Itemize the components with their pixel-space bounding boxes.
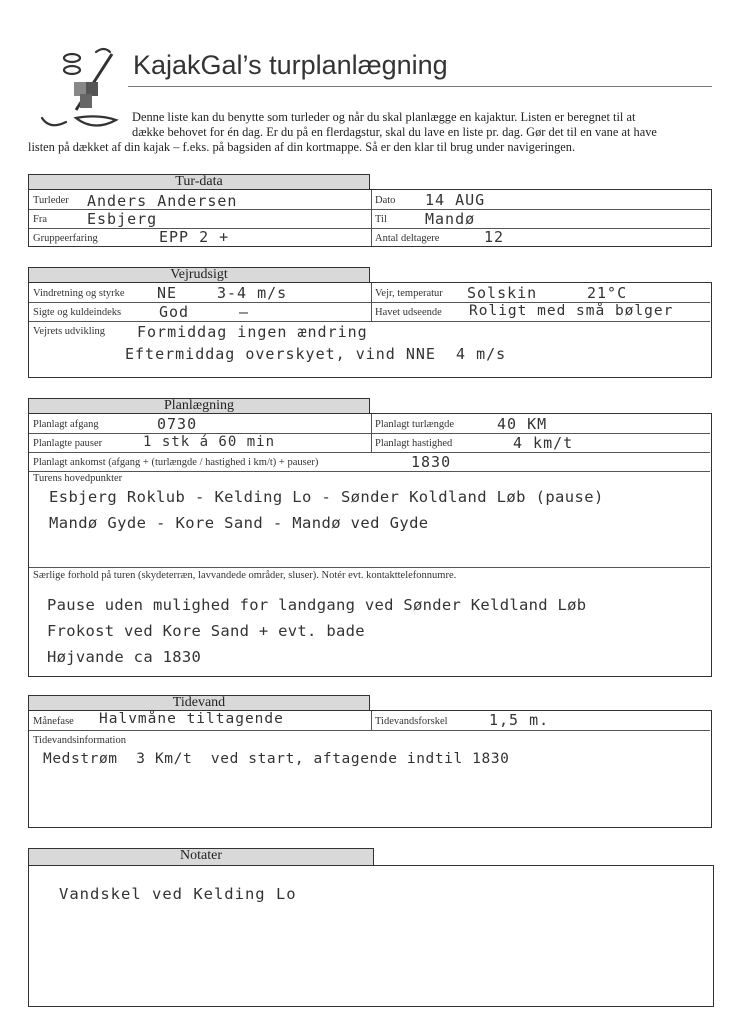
gruppeerfaring-value[interactable]: EPP 2 + (159, 228, 230, 246)
tide-section-title: Tidevand (28, 695, 370, 711)
gruppeerfaring-label: Gruppeerfaring (33, 233, 98, 244)
turdata-divider (371, 190, 372, 246)
forhold-label: Særlige forhold på turen (skydeterræn, lavvandede områder, sluser). Notér evt. kontakttelefonnumre. (33, 570, 457, 581)
ankomst-value[interactable]: 1830 (411, 453, 452, 471)
maanefase-value[interactable]: Halvmåne tiltagende (99, 711, 284, 727)
plan-section-title: Planlægning (28, 398, 370, 414)
vind-label: Vindretning og styrke (33, 288, 125, 299)
hastighed-value[interactable]: 4 km/t (513, 434, 574, 452)
notes-section (28, 865, 714, 1007)
forhold-line-3[interactable]: Højvande ca 1830 (47, 648, 202, 666)
sigte-value[interactable]: God (159, 303, 190, 321)
intro-line-1: Denne liste kan du benytte som turleder og når du skal planlægge en kajaktur. Listen er beregnet til at (132, 110, 636, 124)
fra-label: Fra (33, 214, 47, 225)
havet-value[interactable]: Roligt med små bølger (469, 303, 674, 319)
turleder-value[interactable]: Anders Andersen (87, 192, 238, 210)
tide-divider (371, 711, 372, 730)
vejr-value[interactable]: Solskin (467, 284, 538, 302)
hovedpunkter-line-2[interactable]: Mandø Gyde - Kore Sand - Mandø ved Gyde (49, 514, 429, 532)
forhold-line-1[interactable]: Pause uden mulighed for landgang ved Sønder Keldland Løb (47, 596, 587, 614)
title-divider (128, 86, 712, 87)
turdata-section-title: Tur-data (28, 174, 370, 190)
tidevandsinfo-value[interactable]: Medstrøm 3 Km/t ved start, aftagende indtil 1830 (43, 751, 510, 767)
notes-section-title: Notater (28, 848, 374, 866)
intro-line-2: dække behovet for én dag. Er du på en flerdagstur, skal du lave en liste pr. dag. Gør det til en vane at have (132, 125, 657, 139)
turlaengde-label: Planlagt turlængde (375, 419, 455, 430)
tidevandsforskel-value[interactable]: 1,5 m. (489, 711, 550, 729)
pauser-label: Planlagte pauser (33, 438, 103, 449)
turdata-section (28, 189, 712, 247)
til-value[interactable]: Mandø (425, 210, 476, 228)
dato-value[interactable]: 14 AUG (425, 191, 486, 209)
vejr-section (28, 282, 712, 378)
afgang-label: Planlagt afgang (33, 419, 99, 430)
sigte-label: Sigte og kuldeindeks (33, 307, 122, 318)
kuldeindeks-value[interactable]: — (239, 303, 250, 321)
udvikling-line-2[interactable]: Eftermiddag overskyet, vind NNE 4 m/s (125, 345, 507, 363)
intro-text (28, 110, 718, 155)
tidevandsinfo-label: Tidevandsinformation (33, 735, 126, 746)
dato-label: Dato (375, 195, 396, 206)
pauser-value[interactable]: 1 stk á 60 min (143, 434, 276, 450)
vind-strength-value[interactable]: 3-4 m/s (217, 284, 288, 302)
tide-section (28, 710, 712, 828)
vejr-section-title: Vejrudsigt (28, 267, 370, 283)
udvikling-label: Vejrets udvikling (33, 326, 106, 337)
ankomst-label: Planlagt ankomst (afgang + (turlængde / hastighed i km/t) + pauser) (33, 457, 319, 468)
vind-direction-value[interactable]: NE (157, 284, 178, 302)
turleder-label: Turleder (33, 195, 69, 206)
hovedpunkter-line-1[interactable]: Esbjerg Roklub - Kelding Lo - Sønder Koldland Løb (pause) (49, 488, 604, 506)
tidevandsforskel-label: Tidevandsforskel (375, 716, 448, 727)
hastighed-label: Planlagt hastighed (375, 438, 453, 449)
forhold-line-2[interactable]: Frokost ved Kore Sand + evt. bade (47, 622, 365, 640)
til-label: Til (375, 214, 387, 225)
page-title: KajakGal’s turplanlægning (133, 50, 448, 80)
maanefase-label: Månefase (33, 716, 74, 727)
afgang-value[interactable]: 0730 (157, 415, 198, 433)
fra-value[interactable]: Esbjerg (87, 210, 158, 228)
turlaengde-value[interactable]: 40 KM (497, 415, 548, 433)
plan-section (28, 413, 712, 677)
hovedpunkter-label: Turens hovedpunkter (33, 473, 123, 484)
temperatur-value[interactable]: 21°C (587, 284, 628, 302)
temperatur-label: Vejr, temperatur (375, 288, 443, 299)
udvikling-line-1[interactable]: Formiddag ingen ændring (137, 323, 368, 341)
antal-deltagere-label: Antal deltagere (375, 233, 440, 244)
notes-value[interactable]: Vandskel ved Kelding Lo (59, 885, 297, 903)
antal-deltagere-value[interactable]: 12 (484, 228, 505, 246)
intro-line-3: listen på dækket af din kajak – f.eks. på bagsiden af din kortmappe. Så er den klar til brug under navigeringen. (28, 140, 576, 154)
havet-label: Havet udseende (375, 307, 442, 318)
